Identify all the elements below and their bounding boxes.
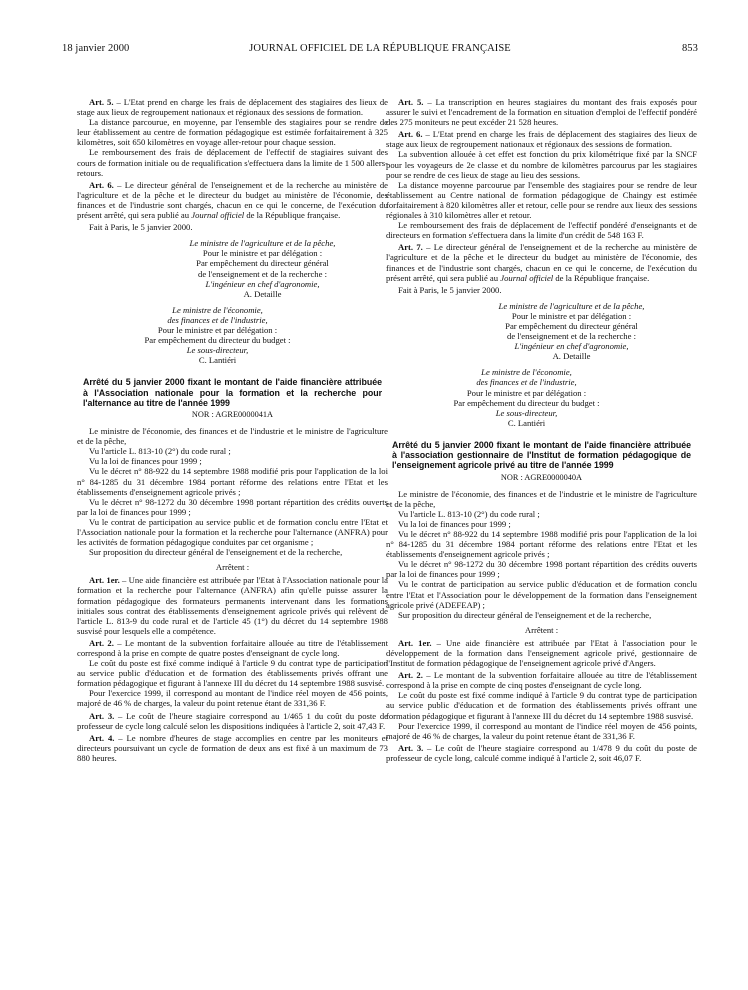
signatory-title: Le sous-directeur, [495,407,558,418]
visa: Vu le décret n° 98-1272 du 30 décembre 1998 portant répartition des crédits ouverts par la loi de finances pour 1999 ; [386,559,697,580]
article-text: de la République française. [244,210,341,221]
header-date: 18 janvier 2000 [62,43,130,54]
article-label: Art. 3. [89,710,115,721]
signatory-line: Pour le ministre et par délégation : [511,310,632,321]
article-text: – Une aide financière est attribuée par l'Etat à l'association pour le développement de la formation dans l'enseignement agricole privé, gestionnaire de l'Institut de formation pédagogique de l'enseignement agricole privé d'Angers. [386,637,698,669]
article-2 [77,638,388,658]
article-7 [386,242,697,282]
signatory-title: L'ingénieur en chef d'agronomie, [205,278,320,289]
signatory-line: Par empêchement du directeur du budget : [453,397,600,408]
article-text: – Le nombre d'heures de stage accomplies en centre par les moniteurs et directeurs poursuivant un cycle de formation de deux ans est fixé à un maximum de 73 880 heures. [77,732,388,763]
signatory-line: Pour le ministre et par délégation : [466,387,587,398]
article-label: Art. 2. [89,637,114,648]
paragraph: La distance parcourue, en moyenne, par l'ensemble des stagiaires pour se rendre de leur établissement au centre de formation pédagogique est estimée forfaitairement à 325 kilomètres, soit 650 kilomètres en voyage aller-retour pour chaque session. [77,117,388,148]
signatory-title: Le sous-directeur, [186,345,249,356]
article-text: – Le coût de l'heure stagiaire correspond au 1/465 1 du coût du poste de professeur de cycle long calculé selon les dispositions indiquées à l'article 2, soit 47,43 F. [77,710,388,731]
article-6 [77,180,388,220]
article-text: – Le coût de l'heure stagiaire correspond au 1/478 9 du coût du poste de professeur de cycle long, calculé comme indiqué à l'article 2, soit 46,07 F. [386,742,697,763]
signatory-title: Le ministre de l'agriculture et de la pêche, [189,238,336,249]
paragraph: La distance moyenne parcourue par l'ensemble des stagiaires pour se rendre de leur établissement au Centre national de formation pédagogique de Chaingy est estimée forfaitairement à 820 kilomètres aller et retour, celle pour se rendre aux lieux des sessions régionales à 310 kilomètres aller et retour. [386,179,697,221]
article-text: – L'Etat prend en charge les frais de déplacement des stagiaires des lieux de stage aux lieux de regroupement nationaux et régionaux des sessions de formation. [386,129,697,150]
header-journal-title: JOURNAL OFFICIEL DE LA RÉPUBLIQUE FRANÇAISE [249,43,511,54]
article-label: Art. 7. [398,242,423,253]
article-text: – Le directeur général de l'enseignement et de la recherche au ministère de l'agriculture et de la pêche et le directeur du budget au ministère de l'économie, des finances et de l'industrie sont chargés, chacun en ce qui le concerne, de l'exécution du présent arrêté, qui sera publié au [77,179,388,221]
journal-officiel-ref: Journal officiel [191,210,245,221]
visa: Sur proposition du directeur général de l'enseignement et de la recherche, [89,547,343,558]
signatory-line: de l'enseignement et de la recherche : [507,331,636,342]
nor-reference: NOR : AGRE0000040A [500,472,583,482]
visa: Vu le décret n° 88-922 du 14 septembre 1988 modifié pris pour l'application de la loi n° 84-1285 du 31 décembre 1984 portant réforme des relations entre l'Etat et les établissements d'enseignement agricole privés ; [77,466,388,497]
paragraph: Le coût du poste est fixé comme indiqué à l'article 9 du contrat type de participation au service public d'éducation et de formation des établissements privés offrant une formation pédagogique et figurant à l'annexe III du décret du 14 septembre 1988 susvisé. [77,658,388,689]
article-label: Art. 6. [398,129,423,140]
paragraph: La subvention allouée à cet effet est fonction du prix kilométrique fixé par la SNCF pour les voyageurs de 2e classe et du nombre de kilomètres parcourus par les stagiaires pour se rendre de ces lieux de stage au lieu des sessions. [386,149,697,180]
signature-block-agriculture [77,238,388,299]
signature-block-economie [386,367,697,428]
signatory-title: des finances et de l'industrie, [476,377,577,388]
signatory-title: des finances et de l'industrie, [167,314,268,325]
article-text: – Une aide financière est attribuée par l'Etat à l'Association nationale pour la formation et la recherche pour l'alternance (ANFRA) afin qu'elle puisse assurer la formation pédagogique des formateurs permanents intervenant dans les formations initiales sous contrat des établissements d'enseignement agricole privés qui relèvent de l'article L. 813-9 du code rural et de l'article 45 (1°) du décret du 14 septembre 1988 susvisé pour lesquels elle a compétence. [77,575,388,636]
signatory-name: C. Lantiéri [198,355,237,366]
decree-title: Arrêté du 5 janvier 2000 fixant le montant de l'aide financière attribuée à l'Association nationale pour la formation et la recherche pour l'alternance au titre de l'année 1999 [83,377,382,408]
article-5 [386,97,697,127]
page-header [62,43,698,59]
article-1 [386,638,697,668]
signatory-line: Par empêchement du directeur général [196,258,329,269]
visa: Vu l'article L. 813-10 (2°) du code rural ; [398,508,540,519]
left-column [77,95,388,763]
visa: Vu la loi de finances pour 1999 ; [89,456,202,467]
paragraph: Le remboursement des frais de déplacement de l'effectif pondéré d'enseignants et de directeurs en formation s'effectuera dans la limite d'un crédit de 548 163 F. [386,220,697,241]
visa: Vu le contrat de participation au service public d'éducation et de formation conclu entre l'Etat et l'Association pour le développement de la formation dans l'enseignement agricole privé (ADEFEAP) ; [386,579,697,610]
article-label: Art. 1er. [89,575,120,586]
article-label: Art. 3. [398,742,424,753]
article-5 [77,97,388,117]
signature-block-agriculture [386,301,697,362]
visa: Vu le décret n° 98-1272 du 30 décembre 1998 portant répartition des crédits ouverts par la loi de finances pour 1999 ; [77,496,388,517]
article-text: – Le directeur général de l'enseignement et de la recherche au ministère de l'agriculture et de la pêche et le directeur du budget au ministère de l'économie, des finances et de l'industrie sont chargés, chacun en ce qui le concerne, de l'exécution du présent arrêté, qui sera publié au [386,242,697,283]
signatory-line: Pour le ministre et par délégation : [202,248,323,259]
signatory-title: Le ministre de l'économie, [172,304,263,315]
article-3 [77,711,388,731]
article-1 [77,575,388,636]
header-page-number: 853 [681,43,698,54]
visa: Sur proposition du directeur général de l'enseignement et de la recherche, [398,609,652,620]
article-3 [386,743,697,763]
paragraph: Le coût du poste est fixé comme indiqué à l'article 9 du contrat type de participation au service public d'éducation et de formation des établissements privés offrant une formation pédagogique et figurant à l'annexe III du décret du 14 septembre 1988 susvisé. [386,690,697,721]
article-label: Art. 6. [89,179,114,190]
preamble: Le ministre de l'économie, des finances et de l'industrie et le ministre de l'agriculture et de la pêche, [386,488,697,509]
article-6 [386,129,697,149]
arretent-heading: Arrêtent : [215,562,250,573]
decree-title: Arrêté du 5 janvier 2000 fixant le montant de l'aide financière attribuée à l'association gestionnaire de l'Institut de formation pédagogique de l'enseignement agricole privé au titre de l'année 1999 [392,439,691,471]
article-label: Art. 1er. [398,637,432,648]
paragraph: Pour l'exercice 1999, il correspond au montant de l'indice réel moyen de 456 points, majoré de 46 % de charges, la valeur du point retenue étant de 331,36 F. [386,720,697,741]
article-text: – L'Etat prend en charge les frais de déplacement des stagiaires des lieux de stage aux lieux de regroupement nationaux et régionaux des sessions de formation. [77,97,388,118]
signatory-line: Par empêchement du directeur général [505,320,638,331]
signatory-name: A. Detaille [243,288,282,299]
signing-place-date: Fait à Paris, le 5 janvier 2000. [398,284,502,295]
article-text: de la République française. [553,272,650,283]
visa: Vu le contrat de participation au service public et de formation conclu entre l'Etat et l'Association nationale pour la formation et la recherche pour l'alternance (ANFRA) pour les activités de formation pédagogique conduites par cet organisme ; [77,516,388,548]
nor-reference: NOR : AGRE0000041A [191,409,274,419]
paragraph: Le remboursement des frais de déplacement de l'effectif de stagiaires suivant des cours de formation initiale ou de requalification s'effectuera dans la limite de 1 500 allers-retours. [77,147,388,178]
signatory-title: Le ministre de l'agriculture et de la pêche, [498,300,645,311]
visa: Vu l'article L. 813-10 (2°) du code rural ; [89,446,231,457]
article-label: Art. 4. [89,732,115,743]
article-label: Art. 5. [89,97,114,107]
right-column [386,95,697,763]
article-text: – La transcription en heures stagiaires du montant des frais exposés pour assurer le suivi et l'encadrement de la formation en situation d'emploi de l'effectif pondéré des 275 moniteurs ne peut excéder 21 528 heures. [386,97,697,128]
article-label: Art. 2. [398,670,423,681]
article-text: – Le montant de la subvention forfaitaire allouée au titre de l'établissement correspond à la prise en compte de quatre postes d'enseignant de cycle long. [77,637,388,659]
paragraph: Pour l'exercice 1999, il correspond au montant de l'indice réel moyen de 456 points, majoré de 46 % de charges, la valeur du point retenue étant de 331,36 F. [77,688,388,709]
visa: Vu le décret n° 88-922 du 14 septembre 1988 modifié pris pour l'application de la loi n° 84-1285 du 31 décembre 1984 portant réforme des relations entre l'Etat et les établissements d'enseignement agricole privés ; [386,528,697,560]
signatory-line: Par empêchement du directeur du budget : [144,335,291,346]
article-4 [77,733,388,763]
signatory-name: C. Lantiéri [507,417,546,428]
article-label: Art. 5. [398,97,424,107]
arretent-heading: Arrêtent : [524,624,559,635]
signature-block-economie [77,305,388,366]
preamble: Le ministre de l'économie, des finances et de l'industrie et le ministre de l'agriculture et de la pêche, [77,426,388,447]
signatory-name: A. Detaille [552,351,591,362]
signing-place-date: Fait à Paris, le 5 janvier 2000. [89,222,193,233]
article-2 [386,670,697,690]
visa: Vu la loi de finances pour 1999 ; [398,518,511,529]
journal-officiel-ref: Journal officiel [500,272,554,283]
signatory-line: Pour le ministre et par délégation : [157,324,278,335]
article-text: – Le montant de la subvention forfaitaire allouée au titre de l'établissement correspond à la prise en compte de cinq postes d'enseignant de cycle long. [386,670,697,691]
signatory-title: Le ministre de l'économie, [481,367,572,378]
signatory-title: L'ingénieur en chef d'agronomie, [514,341,629,352]
signatory-line: de l'enseignement et de la recherche : [198,268,327,279]
